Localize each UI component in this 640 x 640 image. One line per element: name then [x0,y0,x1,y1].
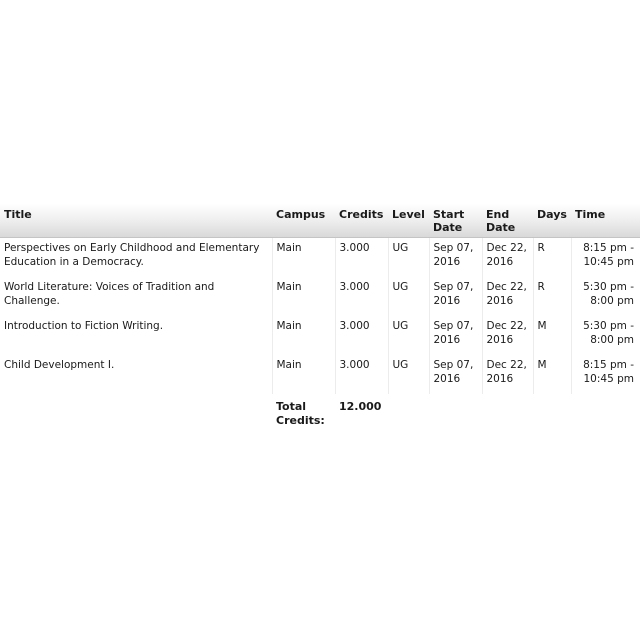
course-credits: 3.000 [335,277,388,316]
course-days: M [533,316,571,355]
course-title: World Literature: Voices of Tradition and Challenge. [4,281,215,307]
course-start-date: Sep 07, 2016 [429,355,482,394]
table-row [0,316,640,355]
empty-cell [571,394,640,435]
empty-cell [429,394,482,435]
table-header-row [0,204,640,238]
course-start-date: Sep 07, 2016 [429,238,482,278]
column-header-end-date[interactable]: End Date [482,204,533,238]
table-row [0,238,640,278]
total-credits-label: Total Credits: [276,400,325,427]
course-level: UG [388,238,429,278]
empty-cell [482,394,533,435]
course-title: Child Development I. [4,359,115,371]
course-end-date: Dec 22, 2016 [482,277,533,316]
column-header-days[interactable]: Days [533,204,571,238]
course-credits: 3.000 [335,355,388,394]
course-credits: 3.000 [335,316,388,355]
table-row [0,355,640,394]
course-days: R [533,238,571,278]
column-header-credits[interactable]: Credits [335,204,388,238]
course-campus: Main [272,238,335,278]
course-level: UG [388,316,429,355]
total-credits-row [0,394,640,435]
column-header-time[interactable]: Time [571,204,640,238]
course-time: 5:30 pm - 8:00 pm [571,316,640,355]
empty-cell [533,394,571,435]
course-start-date: Sep 07, 2016 [429,316,482,355]
course-days: R [533,277,571,316]
course-campus: Main [272,316,335,355]
course-days: M [533,355,571,394]
course-campus: Main [272,277,335,316]
column-header-level[interactable]: Level [388,204,429,238]
course-level: UG [388,277,429,316]
schedule-panel [0,204,640,435]
course-time: 5:30 pm - 8:00 pm [571,277,640,316]
total-credits-value: 12.000 [339,400,382,413]
course-end-date: Dec 22, 2016 [482,238,533,278]
course-schedule-table [0,204,640,435]
column-header-campus[interactable]: Campus [272,204,335,238]
course-title: Perspectives on Early Childhood and Elementary Education in a Democracy. [4,242,260,268]
course-start-date: Sep 07, 2016 [429,277,482,316]
course-campus: Main [272,355,335,394]
course-level: UG [388,355,429,394]
course-credits: 3.000 [335,238,388,278]
course-time: 8:15 pm - 10:45 pm [571,355,640,394]
empty-cell [388,394,429,435]
column-header-title[interactable]: Title [0,204,272,238]
column-header-start-date[interactable]: Start Date [429,204,482,238]
course-end-date: Dec 22, 2016 [482,316,533,355]
course-time: 8:15 pm - 10:45 pm [571,238,640,278]
empty-cell [0,394,272,435]
table-row [0,277,640,316]
course-end-date: Dec 22, 2016 [482,355,533,394]
course-title: Introduction to Fiction Writing. [4,320,164,332]
